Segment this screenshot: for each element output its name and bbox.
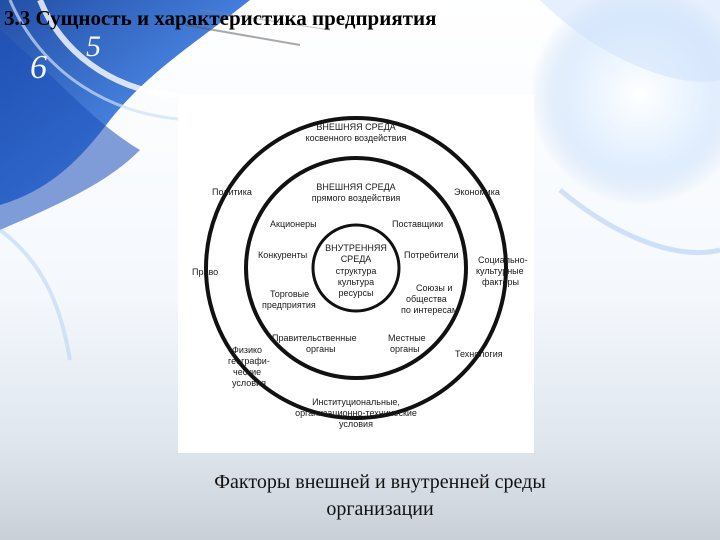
factor-suppliers: Поставщики [392,219,444,229]
factor-institutional: условия [339,419,373,429]
clock-digit-5: 5 [86,30,101,63]
factor-trade: предприятия [262,300,316,310]
factor-trade: Торговые [270,289,310,299]
factor-institutional: Институциональные, [312,397,400,407]
environment-diagram-svg [178,95,534,453]
outer-ring-subtitle: косвенного воздействия [305,133,407,143]
inner-subtitle: СРЕДА [340,254,372,264]
factor-geography: географи- [228,356,270,366]
factor-economy: Экономика [454,187,500,197]
outer-ring-title: ВНЕШНЯЯ СРЕДА [316,122,396,132]
inner-item: культура [337,277,375,287]
factor-unions: по интересам [401,305,459,315]
factor-geography: условия [232,378,266,388]
middle-ring-subtitle: прямого воздействия [311,193,401,203]
factor-local: органы [390,344,420,354]
factor-unions: общества [406,294,447,304]
factor-institutional: организационно-технические [295,408,417,418]
clock-digit-6: 6 [30,49,47,86]
diagram-caption [150,469,610,523]
caption-line: организации [326,498,434,520]
factor-competitors: Конкуренты [258,250,308,260]
factor-politics: Политика [212,187,252,197]
middle-ring-title: ВНЕШНЯЯ СРЕДА [316,182,396,192]
factor-technology: Технология [455,349,503,359]
inner-item: ресурсы [338,288,374,298]
factor-social: Социально- [478,255,528,265]
factor-local: Местные [388,333,426,343]
factor-government: органы [306,344,336,354]
inner-item: структура [335,266,377,276]
factor-unions: Союзы и [416,283,453,293]
environment-diagram [178,95,534,453]
factor-social: культурные [476,266,524,276]
factor-shareholders: Акционеры [270,219,317,229]
factor-geography: Физико [232,345,263,355]
factor-geography: ческие [233,367,262,377]
factor-consumers: Потребители [404,250,459,260]
caption-line: Факторы внешней и внутренней среды [214,471,546,493]
inner-title: ВНУТРЕННЯЯ [325,243,387,253]
slide-title: 3.3 Сущность и характеристика предприятия [4,6,437,30]
factor-social: факторы [482,277,519,287]
light-ring-shape [0,230,70,360]
factor-government: Правительственные [272,333,357,343]
factor-law: Право [192,267,219,277]
